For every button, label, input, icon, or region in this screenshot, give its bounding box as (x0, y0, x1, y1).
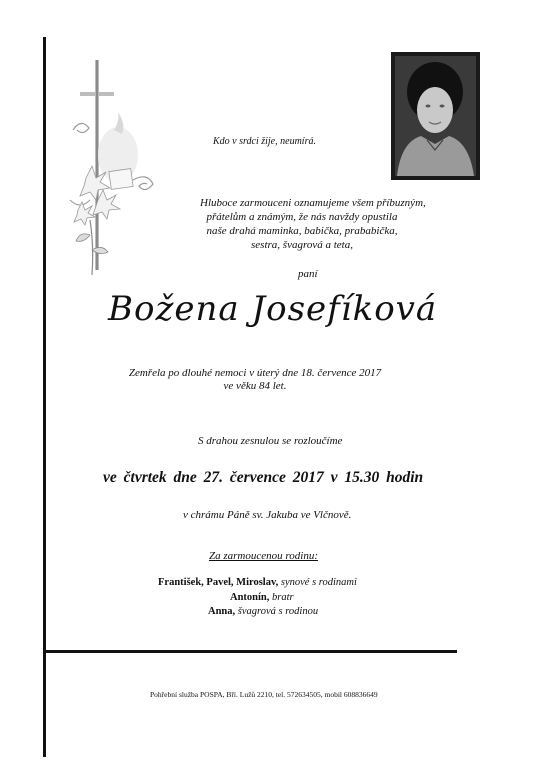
family-row (208, 606, 318, 617)
family-relation: švagrová s rodinou (237, 606, 319, 617)
portrait-photo (391, 52, 480, 180)
cross-with-lilies-icon (68, 60, 168, 285)
announcement-line: přátelům a známým, že nás navždy opustila (206, 211, 398, 223)
death-info-line: Zemřela po dlouhé nemoci v úterý dne 18. července 2017 (128, 367, 382, 379)
deceased-name: Božena Josefíková (108, 289, 438, 329)
farewell-text: S drahou zesnulou se rozloučíme (198, 435, 343, 447)
funeral-service-footer: Pohřební služba POSPA, Bří. Lužů 2210, tel. 572634505, mobil 608836649 (150, 690, 378, 699)
family-names: Antonín, (230, 592, 270, 603)
horizontal-rule (43, 650, 457, 653)
family-names: František, Pavel, Miroslav, (158, 577, 279, 588)
family-row (158, 577, 357, 588)
family-relation: synové s rodinami (280, 577, 357, 588)
family-relation: bratr (272, 592, 294, 603)
title-word: paní (298, 268, 318, 280)
announcement-line: naše drahá maminka, babička, prababička, (206, 225, 398, 237)
death-info (120, 367, 390, 393)
announcement-line: sestra, švagrová a teta, (251, 239, 353, 251)
ceremony-place: v chrámu Páně sv. Jakuba ve Vlčnově. (183, 509, 352, 521)
ceremony-datetime: ve čtvrtek dne 27. července 2017 v 15.30 hodin (103, 469, 424, 486)
motto: Kdo v srdci žije, neumírá. (213, 136, 316, 147)
family-heading: Za zarmoucenou rodinu: (209, 550, 318, 562)
family-row (230, 592, 294, 603)
family-names: Anna, (208, 606, 236, 617)
vertical-rule (43, 37, 46, 757)
announcement (200, 196, 426, 252)
death-info-line: ve věku 84 let. (223, 380, 287, 392)
announcement-line: Hluboce zarmouceni oznamujeme všem příbuzným, (200, 197, 426, 209)
